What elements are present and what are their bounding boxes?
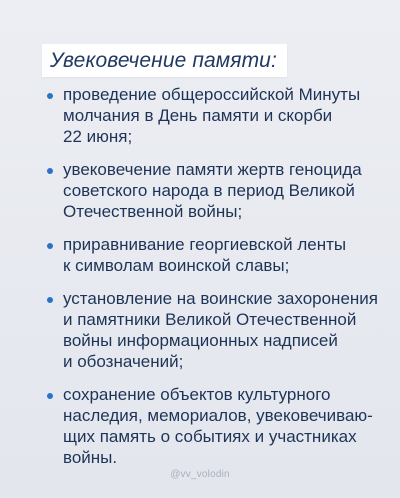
bullet-icon xyxy=(47,243,53,249)
list-item xyxy=(45,84,390,147)
list-item-line: 22 июня; xyxy=(63,127,133,146)
list-item-line: увековечение памяти жертв геноцида xyxy=(63,160,362,179)
list-item-line: войны информационных надписей xyxy=(63,331,338,350)
watermark-handle: @vv_volodin xyxy=(170,469,230,480)
list-item-line: и обозначений; xyxy=(63,352,184,371)
bullet-icon xyxy=(47,168,53,174)
list-item xyxy=(45,234,390,276)
list-item-line: щих память о событиях и участниках xyxy=(63,427,357,446)
list-item-line: к символам воинской славы; xyxy=(63,256,290,275)
page-title: Увековечение памяти: xyxy=(50,48,277,72)
list-item-line: войны. xyxy=(63,448,118,467)
bullet-icon xyxy=(47,297,53,303)
list-item-line: Отечественной войны; xyxy=(63,202,243,221)
bullet-icon xyxy=(47,93,53,99)
list-item-line: приравнивание георгиевской ленты xyxy=(63,235,347,254)
list-item xyxy=(45,288,390,372)
list-item xyxy=(45,384,390,468)
list-item-line: наследия, мемориалов, увековечиваю- xyxy=(63,406,373,425)
list-item-line: и памятники Великой Отечественной xyxy=(63,310,357,329)
list-item-line: установление на воинские захоронения xyxy=(63,289,378,308)
list-item xyxy=(45,159,390,222)
list-item-line: молчания в День памяти и скорби xyxy=(63,106,333,125)
measures-list xyxy=(45,84,390,480)
bullet-icon xyxy=(47,393,53,399)
list-item-line: проведение общероссийской Минуты xyxy=(63,85,361,104)
list-item-line: советского народа в период Великой xyxy=(63,181,355,200)
list-item-line: сохранение объектов культурного xyxy=(63,385,331,404)
title-box xyxy=(42,44,287,77)
